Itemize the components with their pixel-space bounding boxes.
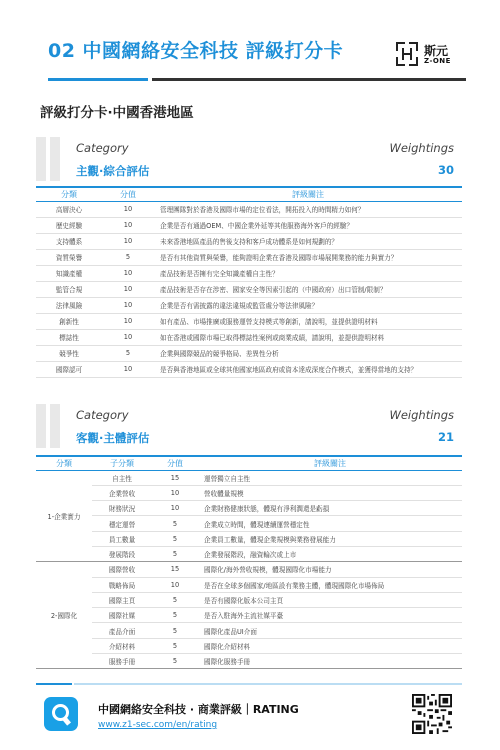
score-cell: 10 <box>102 361 154 377</box>
column-header: 分類 <box>36 188 102 201</box>
logo-text-cn: 斯元 <box>424 44 449 58</box>
category-name: 客觀·主體評估 <box>76 431 150 445</box>
footer-divider <box>74 683 462 685</box>
group-cell: 1-企業實力 <box>36 470 92 562</box>
category-name: 主觀·綜合評估 <box>76 164 150 178</box>
score-cell: 10 <box>102 233 154 249</box>
category-cell: 標誌性 <box>36 329 102 345</box>
focus-cell: 是否在全球多個國家/地區設有業務主體，體現國際化市場佈局 <box>198 577 462 592</box>
logo-mark-icon <box>396 42 418 66</box>
category-cell: 資質榮譽 <box>36 249 102 265</box>
focus-cell: 企業是否有通過OEM、中國企業外延等其他服務海外客戶的經驗？ <box>154 217 462 233</box>
table-row <box>36 217 462 233</box>
score-cell: 10 <box>102 265 154 281</box>
table-row <box>36 201 462 217</box>
focus-cell: 是否有國際化版本公司主頁 <box>198 592 462 607</box>
focus-cell: 營收體量規模 <box>198 485 462 500</box>
score-cell: 5 <box>152 608 198 623</box>
focus-cell: 國際化介紹材料 <box>198 638 462 653</box>
footer-title: 中國網絡安全科技 · 商業評級｜RATING <box>98 703 299 716</box>
score-cell: 5 <box>102 249 154 265</box>
subcategory-cell: 員工數量 <box>92 531 152 546</box>
focus-cell: 企業成立時間，體現連續運營穩定性 <box>198 516 462 531</box>
table-row <box>36 485 462 500</box>
subcategory-cell: 企業營收 <box>92 485 152 500</box>
table-row <box>36 329 462 345</box>
table-row <box>36 546 462 561</box>
table-row <box>36 361 462 377</box>
table-row <box>36 623 462 638</box>
focus-cell: 管理團隊對於香港及國際市場的定位看法，開拓投入的時間精力如何？ <box>154 201 462 217</box>
page-title: 02 中國網絡安全科技 評級打分卡 <box>48 40 344 62</box>
table-row <box>36 297 462 313</box>
footer <box>36 683 462 739</box>
score-cell: 10 <box>152 577 198 592</box>
subcategory-cell: 介紹材料 <box>92 638 152 653</box>
category-cell: 歷史經驗 <box>36 217 102 233</box>
subcategory-cell: 國際營收 <box>92 562 152 577</box>
page-header <box>0 0 500 95</box>
score-cell: 10 <box>102 201 154 217</box>
objective-table <box>36 457 462 669</box>
table-row <box>36 345 462 361</box>
category-total: 21 <box>437 430 454 444</box>
table-row <box>36 638 462 653</box>
score-cell: 10 <box>102 281 154 297</box>
column-header: 評級關注 <box>154 188 462 201</box>
table-row <box>36 470 462 485</box>
score-cell: 10 <box>152 485 198 500</box>
table-row <box>36 281 462 297</box>
column-header: 分類 <box>36 457 92 470</box>
score-cell: 10 <box>102 313 154 329</box>
footer-url-link[interactable]: www.z1-sec.com/en/rating <box>98 720 218 730</box>
focus-cell: 是否入駐海外主流社媒平臺 <box>198 608 462 623</box>
subcategory-cell: 國際社媒 <box>92 608 152 623</box>
focus-cell: 企業是否有需披露的違法違規或監管處分等法律風險？ <box>154 297 462 313</box>
search-icon <box>44 697 78 731</box>
score-cell: 5 <box>102 345 154 361</box>
header-accent-line <box>48 78 148 81</box>
focus-cell: 如在香港或國際市場已取得標誌性案例或商業成績，請說明，並提供證明材料 <box>154 329 462 345</box>
table-row <box>36 501 462 516</box>
table-row <box>36 577 462 592</box>
score-cell: 10 <box>102 329 154 345</box>
category-cell: 競爭性 <box>36 345 102 361</box>
score-cell: 5 <box>152 531 198 546</box>
section-title: 評級打分卡·中國香港地區 <box>40 105 194 121</box>
table-row <box>36 562 462 577</box>
score-cell: 5 <box>152 638 198 653</box>
score-cell: 15 <box>152 470 198 485</box>
focus-cell: 企業與國際競品的競爭格局、差異性分析 <box>154 345 462 361</box>
category-cell: 國際認可 <box>36 361 102 377</box>
column-header: 評級關注 <box>198 457 462 470</box>
table-header-row <box>36 457 462 470</box>
table-row <box>36 313 462 329</box>
focus-cell: 是否有其他資質與榮譽，能夠證明企業在香港及國際市場展開業務的能力與實力？ <box>154 249 462 265</box>
table-row <box>36 531 462 546</box>
decor-bar <box>50 137 60 181</box>
subcategory-cell: 國際主頁 <box>92 592 152 607</box>
subcategory-cell: 服務手冊 <box>92 654 152 669</box>
score-cell: 5 <box>152 546 198 561</box>
logo-text-en: Z-ONE <box>424 57 451 65</box>
decor-bar <box>50 404 60 448</box>
table-row <box>36 592 462 607</box>
column-header: 分值 <box>152 457 198 470</box>
objective-category-header <box>36 404 462 448</box>
category-cell: 創新性 <box>36 313 102 329</box>
subcategory-cell: 發展階段 <box>92 546 152 561</box>
focus-cell: 如有產品、市場推廣或服務運營支持模式等創新，請說明，並提供證明材料 <box>154 313 462 329</box>
focus-cell: 國際化/海外營收規模，體現國際化市場能力 <box>198 562 462 577</box>
decor-bar <box>36 137 46 181</box>
focus-cell: 國際化服務手冊 <box>198 654 462 669</box>
focus-cell: 產品技術是否存在涉密、國家安全等因素引起的（中國政府）出口管制/限制？ <box>154 281 462 297</box>
category-cell: 高層決心 <box>36 201 102 217</box>
category-cell: 支持體系 <box>36 233 102 249</box>
category-cell: 知識產權 <box>36 265 102 281</box>
score-cell: 10 <box>152 501 198 516</box>
focus-cell: 企業財務健康狀態，體現有淨利潤還是虧損 <box>198 501 462 516</box>
category-label: Category <box>76 408 129 422</box>
table-row <box>36 233 462 249</box>
table-row <box>36 249 462 265</box>
subcategory-cell: 戰略佈局 <box>92 577 152 592</box>
subjective-category-header <box>36 137 462 181</box>
table-row <box>36 516 462 531</box>
focus-cell: 國際化產品UI介面 <box>198 623 462 638</box>
focus-cell: 產品技術是否擁有完全知識產權自主性？ <box>154 265 462 281</box>
focus-cell: 是否與香港地區或全球其他國家地區政府或資本達成深度合作模式，並獲得當地的支持？ <box>154 361 462 377</box>
score-cell: 15 <box>152 562 198 577</box>
weightings-label: Weightings <box>389 141 454 155</box>
score-cell: 5 <box>152 516 198 531</box>
score-cell: 5 <box>152 654 198 669</box>
focus-cell: 運營獨立自主性 <box>198 470 462 485</box>
focus-cell: 未來香港地區產品的售後支持和客戶成功體系是如何規劃的？ <box>154 233 462 249</box>
subjective-table <box>36 188 462 378</box>
category-cell: 法律風險 <box>36 297 102 313</box>
group-cell: 2-國際化 <box>36 562 92 669</box>
table-row <box>36 654 462 669</box>
decor-bar <box>36 404 46 448</box>
score-cell: 5 <box>152 623 198 638</box>
subcategory-cell: 產品介面 <box>92 623 152 638</box>
zone-logo <box>396 42 466 68</box>
subcategory-cell: 自主性 <box>92 470 152 485</box>
column-header: 分值 <box>102 188 154 201</box>
subcategory-cell: 財務狀況 <box>92 501 152 516</box>
table-row <box>36 265 462 281</box>
footer-accent-line <box>36 683 72 685</box>
header-divider <box>152 78 466 81</box>
category-cell: 監管合規 <box>36 281 102 297</box>
score-cell: 10 <box>102 217 154 233</box>
category-label: Category <box>76 141 129 155</box>
score-cell: 5 <box>152 592 198 607</box>
weightings-label: Weightings <box>389 408 454 422</box>
focus-cell: 企業發展階段，融資輪次或上市 <box>198 546 462 561</box>
table-row <box>36 608 462 623</box>
focus-cell: 企業員工數量，體現企業規模與業務發展能力 <box>198 531 462 546</box>
score-cell: 10 <box>102 297 154 313</box>
table-header-row <box>36 188 462 201</box>
qr-code-icon <box>412 694 452 734</box>
column-header: 子分類 <box>92 457 152 470</box>
subcategory-cell: 穩定運營 <box>92 516 152 531</box>
category-total: 30 <box>437 163 454 177</box>
